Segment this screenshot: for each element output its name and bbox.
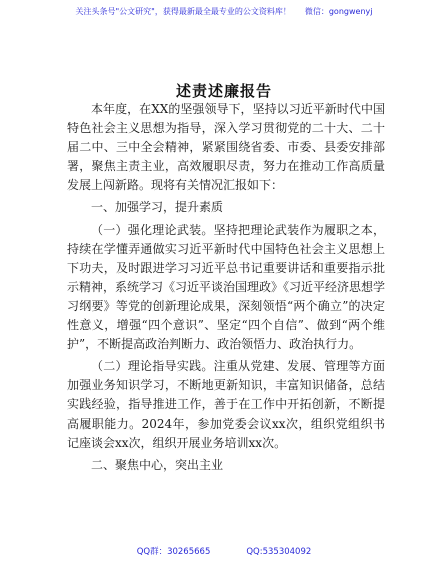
subsection-paragraph-1: （一）强化理论武装。坚持把理论武装作为履职之本，持续在学懂弄通做实习近平新时代中国特色社会主义思想上下功夫，及时跟进学习习近平总书记重要讲话和重要指示批示精神，系统学习《习近平谈治国理政》《习近平经济思想学习纲要》等党的创新理论成果，深刻领悟“两个确立”的决定性意义，增强“四个意识”、坚定“四个自信”、做到“两个维护”，不断提高政治判断力、政治领悟力、政治执行力。 xyxy=(67,222,386,352)
section-heading-1: 一、加强学习，提升素质 xyxy=(91,200,224,215)
document-body xyxy=(67,100,385,478)
document-title: 述责述廉报告 xyxy=(175,82,272,100)
footer-qq-contact: QQ:535304092 xyxy=(246,547,312,557)
section-heading-2: 二、聚焦中心，突出主业 xyxy=(91,457,224,472)
footer-qq-group: QQ群：30265665 xyxy=(136,547,211,557)
intro-paragraph: 本年度，在XX的坚强领导下，坚持以习近平新时代中国特色社会主义思想为指导，深入学习贯彻党的二十大、二十届二中、三中全会精神，紧紧围绕省委、市委、县委安排部署，聚焦主责主业，高效履职尽责，努力在推动工作高质量发展上闯新路。现将有关情况汇报如下： xyxy=(67,102,385,193)
header-note xyxy=(0,6,448,17)
subsection-paragraph-2: （二）理论指导实践。注重从党建、发展、管理等方面加强业务知识学习，不断地更新知识，丰富知识储备，总结实践经验，指导推进工作，善于在工作中开拓创新，不断提高履职能力。2024年，参加党委会议xx次，组织党组织书记座谈会xx次，组织开展业务培训xx次。 xyxy=(67,359,385,450)
header-wechat: 微信：gongwenyj xyxy=(304,7,373,16)
footer-note xyxy=(0,545,448,557)
header-promo: 关注头条号"公文研究"，获得最新最全最专业的公文资料库！ xyxy=(75,7,291,16)
